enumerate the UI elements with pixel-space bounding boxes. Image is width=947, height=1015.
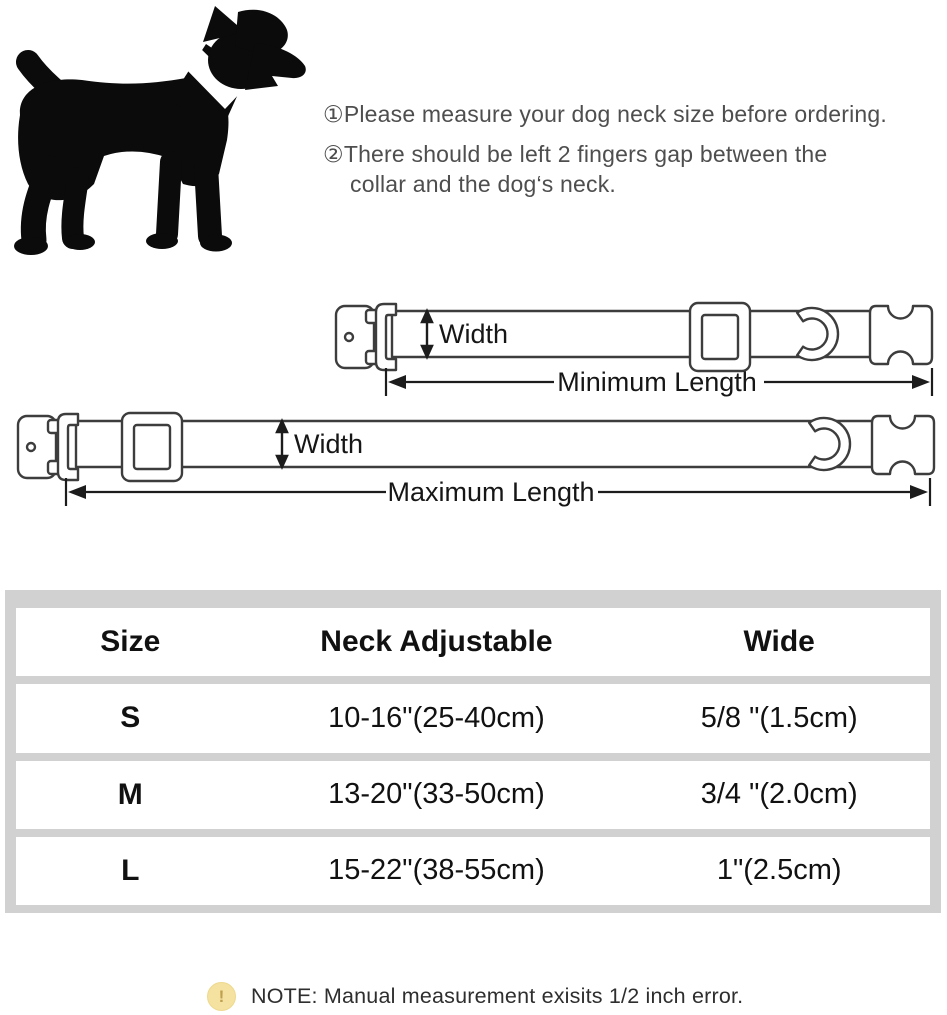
width-label: Width (294, 429, 364, 459)
tri-glide-slider (122, 413, 182, 481)
table-row-l (16, 837, 930, 905)
dog-silhouette-icon (0, 0, 308, 270)
exclamation-icon: ! (207, 982, 236, 1011)
wide-value: 1"(2.5cm) (716, 854, 842, 887)
buckle-male (870, 306, 932, 364)
size-value: S (120, 701, 141, 735)
neck-adjustable-value: 10-16"(25-40cm) (328, 701, 545, 734)
size-value: L (121, 853, 140, 887)
width-label: Width (439, 319, 509, 349)
measuring-instructions (323, 99, 947, 199)
column-header-size: Size (100, 625, 161, 659)
measurement-note (207, 980, 743, 1012)
tri-glide-slider (690, 303, 750, 371)
minimum-length-label: Minimum Length (557, 367, 757, 397)
table-row-s (16, 684, 930, 752)
wide-value: 5/8 "(1.5cm) (700, 701, 858, 734)
buckle-female (336, 304, 396, 370)
buckle-female (18, 414, 78, 480)
neck-adjustable-value: 15-22"(38-55cm) (328, 854, 545, 887)
note-text: NOTE: Manual measurement exisits 1/2 inch error. (251, 983, 744, 1008)
instruction-2-line2: collar and the dog‘s neck. (350, 171, 617, 197)
column-header-neck-adjustable: Neck Adjustable (320, 625, 553, 659)
collar-diagram-minimum (322, 296, 944, 404)
table-header-row (16, 608, 930, 676)
neck-adjustable-value: 13-20"(33-50cm) (328, 778, 545, 811)
size-chart-table (5, 590, 941, 913)
collar-diagram-maximum (8, 406, 940, 514)
instruction-2-line1: ②There should be left 2 fingers gap between the (323, 141, 828, 167)
table-row-m (16, 761, 930, 829)
collar-strap (76, 421, 876, 467)
dog-muzzle (245, 43, 306, 90)
instruction-1: ①Please measure your dog neck size before ordering. (323, 101, 887, 127)
buckle-male (872, 416, 934, 474)
wide-value: 3/4 "(2.0cm) (700, 778, 858, 811)
maximum-length-label: Maximum Length (387, 477, 595, 507)
column-header-wide: Wide (743, 625, 815, 659)
size-value: M (117, 777, 143, 811)
